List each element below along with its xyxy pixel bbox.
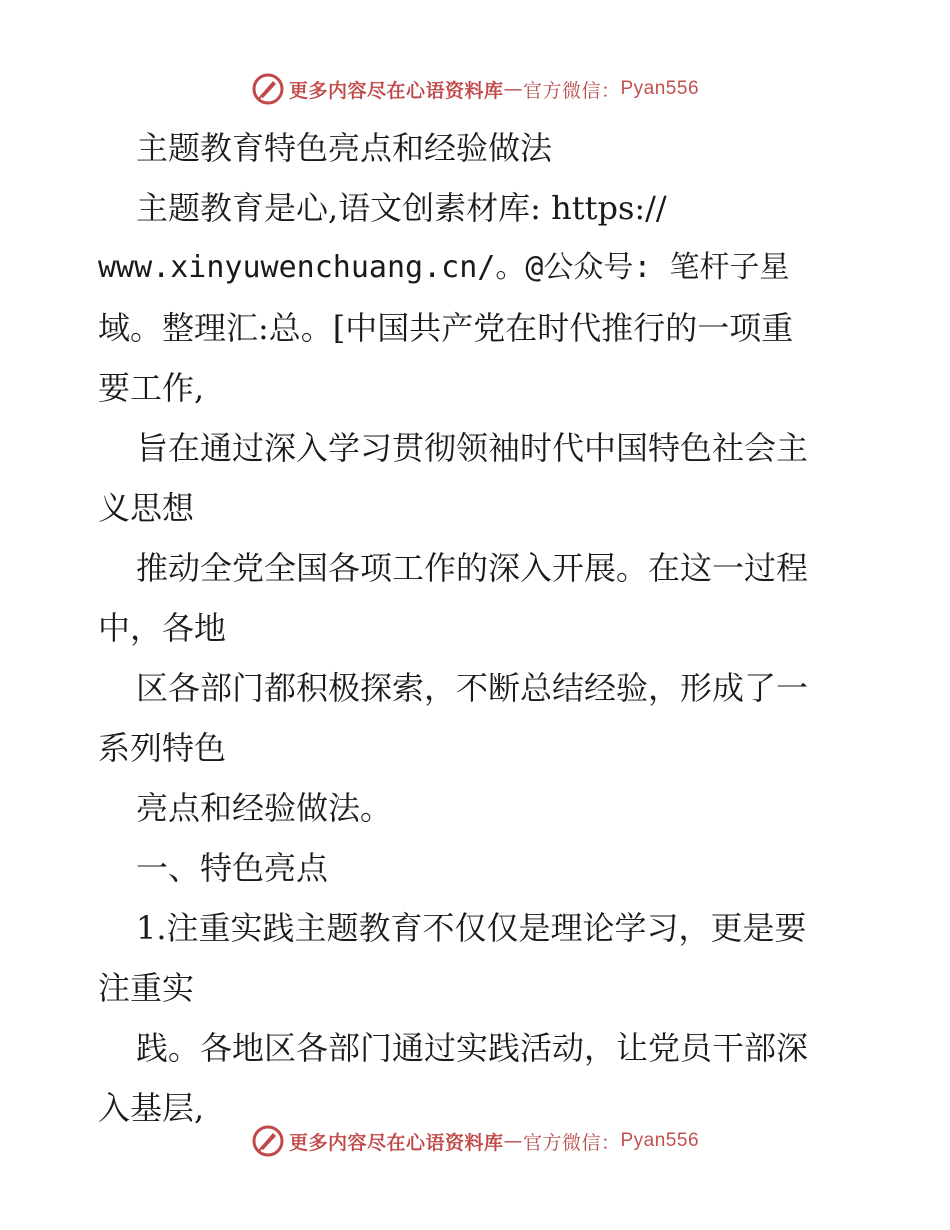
document-title: 主题教育特色亮点和经验做法 (136, 129, 553, 167)
paragraph-line: 主题教育是心,语文创素材库: https:// (136, 189, 667, 227)
banner-wechat-id: Pyan556 (620, 1130, 700, 1151)
footer-watermark-banner (0, 1124, 950, 1158)
banner-separator: — (503, 78, 523, 100)
paragraph-line: 注重实 (98, 969, 195, 1007)
paragraph-line: 1.注重实践主题教育不仅仅是理论学习，更是要 (136, 909, 807, 947)
paragraph-line: 践。各地区各部门通过实践活动，让党员干部深 (136, 1029, 809, 1067)
section-heading: 一、特色亮点 (136, 849, 329, 887)
banner-brand-text: 更多内容尽在心语资料库 (288, 79, 504, 102)
paragraph-line: 域。整理汇:总。[中国共产党在时代推行的一项重 (98, 309, 794, 347)
quill-logo-icon (251, 1124, 285, 1158)
banner-wechat-id: Pyan556 (620, 78, 700, 99)
paragraph-line: 中，各地 (98, 609, 227, 647)
paragraph-line: 旨在通过深入学习贯彻领袖时代中国特色社会主 (136, 429, 809, 467)
banner-wechat-label: 官方微信： (522, 1131, 621, 1154)
banner-brand-text: 更多内容尽在心语资料库 (288, 1131, 504, 1154)
document-body (98, 118, 858, 1138)
paragraph-line: 区各部门都积极探索，不断总结经验，形成了一 (136, 669, 809, 707)
paragraph-line: www.xinyuwenchuang.cn/。@公众号: 笔杆子星 (98, 250, 790, 285)
paragraph-line: 系列特色 (98, 729, 227, 767)
paragraph-line: 要工作, (98, 369, 205, 407)
paragraph-line: 入基层, (98, 1089, 205, 1127)
banner-separator: — (503, 1130, 523, 1152)
quill-logo-icon (251, 72, 285, 106)
paragraph-line: 义思想 (98, 489, 195, 527)
paragraph-line: 推动全党全国各项工作的深入开展。在这一过程 (136, 549, 809, 587)
paragraph-line: 亮点和经验做法。 (136, 789, 393, 827)
header-watermark-banner (0, 72, 950, 106)
banner-wechat-label: 官方微信： (522, 79, 621, 102)
